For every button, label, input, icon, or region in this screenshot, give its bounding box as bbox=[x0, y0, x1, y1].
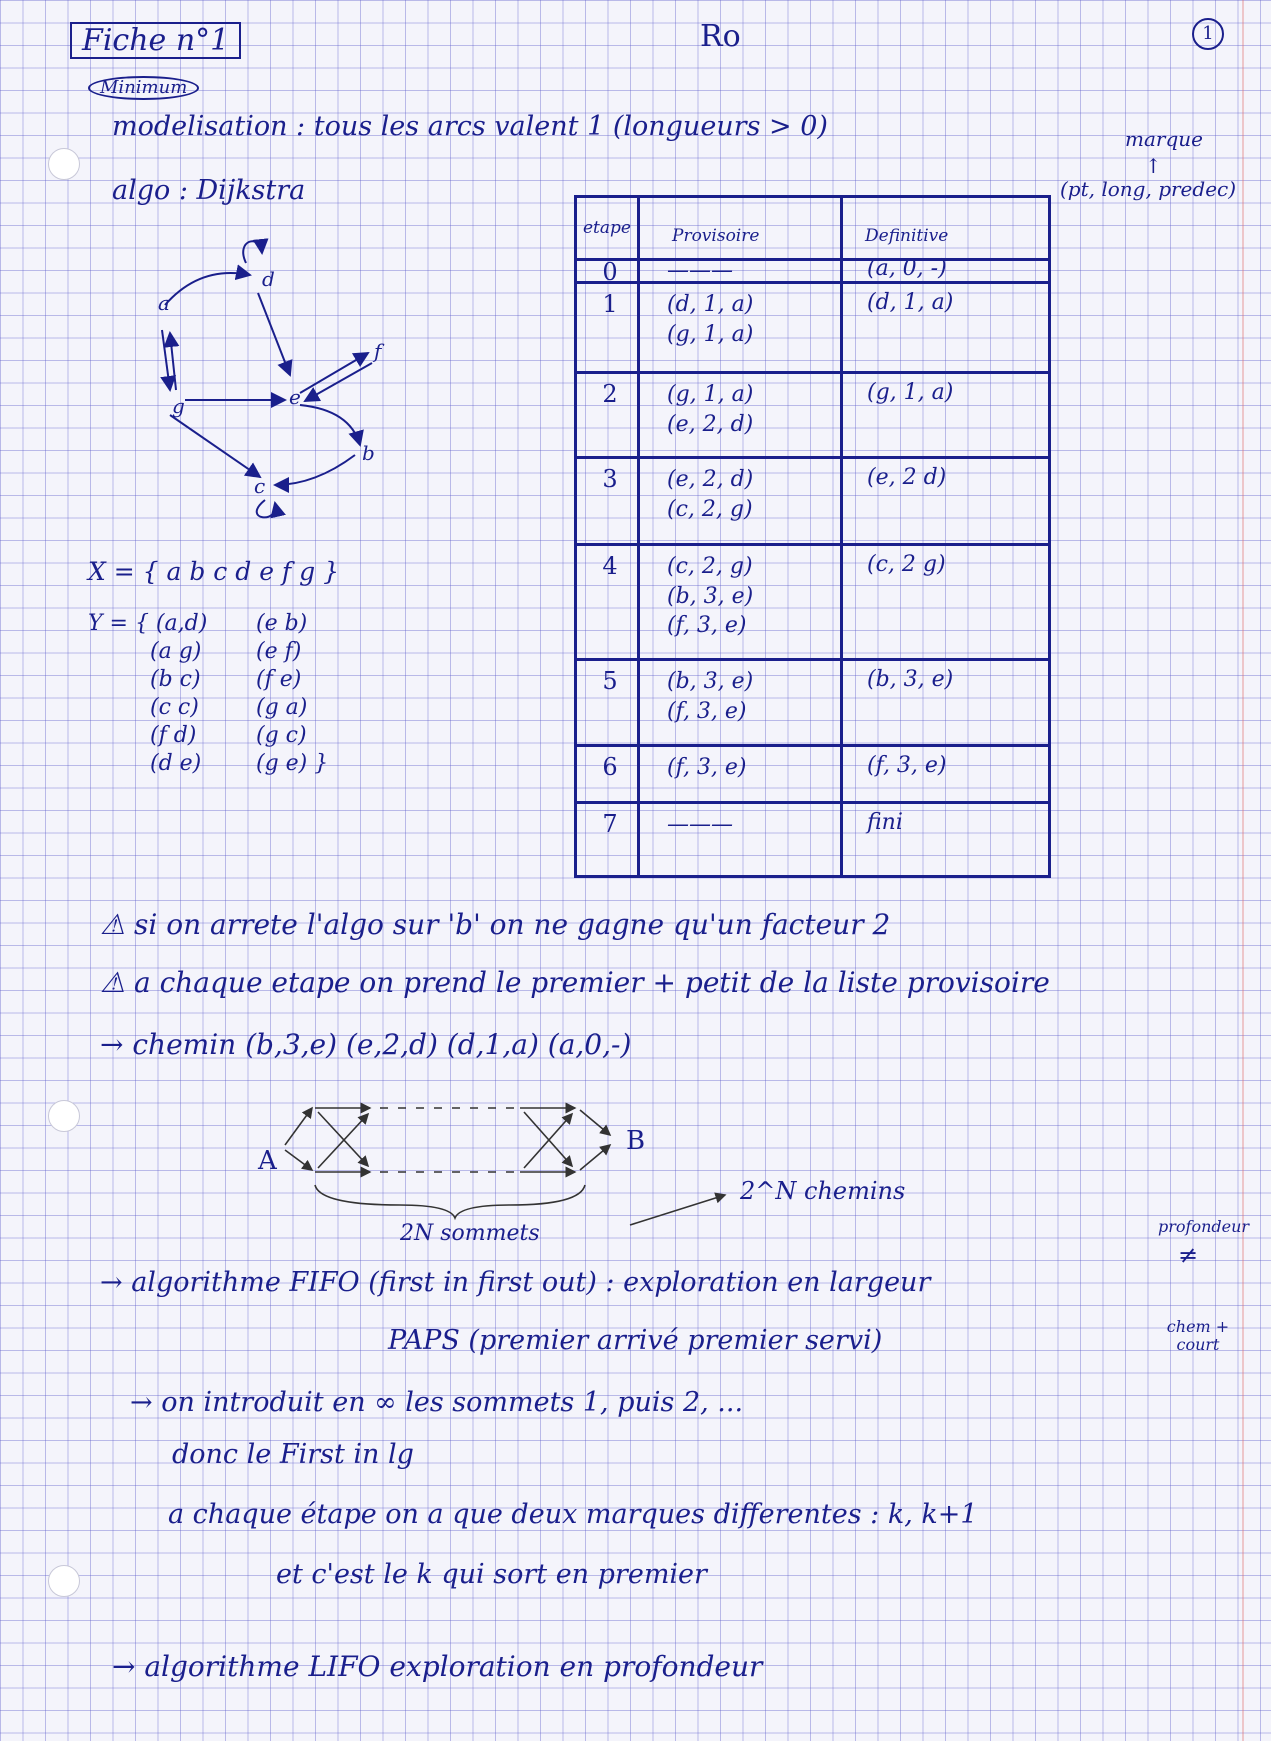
provisoire-entry: (f, 3, e) bbox=[667, 613, 747, 639]
provisoire-entry: (e, 2, d) bbox=[667, 467, 754, 492]
header-step: etape bbox=[583, 218, 631, 238]
provisoire-cell bbox=[667, 753, 747, 783]
set-y-row-right: (e f) bbox=[256, 639, 302, 664]
set-x: X = { a b c d e f g } bbox=[88, 557, 339, 586]
table-row bbox=[577, 747, 1048, 804]
provisoire-cell bbox=[667, 465, 753, 524]
provisoire-cell bbox=[667, 667, 753, 726]
provisoire-cell bbox=[667, 552, 753, 641]
fifo-marques-line: a chaque étape on a que deux marques differentes : k, k+1 bbox=[168, 1499, 978, 1530]
fifo-k-line: et c'est le k qui sort en premier bbox=[276, 1559, 707, 1590]
definitive-cell: (b, 3, e) bbox=[867, 667, 954, 692]
set-y-row-right: (g c) bbox=[256, 723, 307, 748]
page-number: 1 bbox=[1192, 18, 1224, 50]
node-g: g bbox=[172, 394, 185, 418]
step-cell: 4 bbox=[602, 552, 618, 580]
set-y-row-right: (e b) bbox=[256, 611, 308, 636]
definitive-cell: (c, 2 g) bbox=[867, 552, 946, 577]
label-b: B bbox=[626, 1126, 646, 1156]
paps-line: PAPS (premier arrivé premier servi) bbox=[388, 1325, 883, 1356]
step-cell: 0 bbox=[602, 258, 618, 286]
step-cell: 7 bbox=[602, 810, 618, 838]
margin-line bbox=[1242, 0, 1244, 1741]
provisoire-cell bbox=[667, 256, 733, 286]
step-cell: 5 bbox=[602, 667, 618, 695]
provisoire-entry: (e, 2, d) bbox=[667, 411, 754, 437]
definitive-cell: (f, 3, e) bbox=[867, 753, 947, 778]
side-chem-court: chem + court bbox=[1166, 1317, 1230, 1354]
table-row bbox=[577, 804, 1048, 865]
header-definitive: Definitive bbox=[865, 226, 949, 246]
provisoire-entry: (b, 3, e) bbox=[667, 583, 754, 609]
step-cell: 6 bbox=[602, 753, 618, 781]
table-row bbox=[577, 661, 1048, 747]
provisoire-entry: ——— bbox=[667, 812, 733, 837]
provisoire-cell bbox=[667, 380, 753, 439]
set-y-row-left: (b c) bbox=[150, 667, 201, 692]
fifo-line: → algorithme FIFO (first in first out) : exploration en largeur bbox=[100, 1267, 931, 1298]
section-label: Minimum bbox=[88, 76, 199, 100]
side-profondeur: profondeur bbox=[1158, 1217, 1250, 1236]
provisoire-entry: (d, 1, a) bbox=[667, 292, 754, 317]
provisoire-cell bbox=[667, 810, 733, 840]
paths-arrow bbox=[625, 1185, 745, 1235]
vertices-label: 2N sommets bbox=[400, 1221, 540, 1246]
node-f: f bbox=[374, 339, 382, 363]
marque-tuple: (pt, long, predec) bbox=[1060, 177, 1237, 201]
lifo-line: → algorithme LIFO exploration en profondeur bbox=[112, 1650, 763, 1683]
table-header bbox=[577, 198, 1048, 261]
marque-note: marque bbox=[1125, 127, 1203, 151]
set-y-row-left: (f d) bbox=[150, 723, 197, 748]
provisoire-entry: ——— bbox=[667, 258, 733, 283]
node-b: b bbox=[362, 441, 375, 465]
provisoire-entry: (f, 3, e) bbox=[667, 755, 747, 780]
paths-diagram bbox=[280, 1100, 640, 1230]
fifo-intro-line: → on introduit en ∞ les sommets 1, puis 2, ... bbox=[130, 1387, 744, 1418]
definitive-cell: (e, 2 d) bbox=[867, 465, 947, 490]
provisoire-cell bbox=[667, 290, 753, 349]
provisoire-entry: (b, 3, e) bbox=[667, 669, 754, 694]
binder-hole bbox=[48, 1100, 80, 1132]
node-d: d bbox=[262, 267, 275, 291]
set-y-row-right: (f e) bbox=[256, 667, 302, 692]
provisoire-entry: (g, 1, a) bbox=[667, 382, 754, 407]
modelisation-line: modelisation : tous les arcs valent 1 (longueurs > 0) bbox=[112, 111, 828, 142]
definitive-cell: (a, 0, -) bbox=[867, 256, 947, 281]
set-y-row-left: (c c) bbox=[150, 695, 199, 720]
set-y-row-left: Y = { (a,d) bbox=[88, 611, 208, 636]
set-y-row-left: (d e) bbox=[150, 751, 202, 776]
fifo-donc-line: donc le First in lg bbox=[172, 1439, 414, 1470]
sheet-title: Fiche n°1 bbox=[70, 22, 241, 59]
set-y-row-right: (g a) bbox=[256, 695, 308, 720]
algo-line: algo : Dijkstra bbox=[112, 175, 306, 206]
table-row bbox=[577, 546, 1048, 661]
definitive-cell: (d, 1, a) bbox=[867, 290, 954, 315]
warning-smallest: ⚠ a chaque etape on prend le premier + petit de la liste provisoire bbox=[100, 966, 1050, 999]
subject-title: Ro bbox=[700, 19, 741, 54]
side-neq: ≠ bbox=[1178, 1241, 1199, 1269]
dijkstra-table bbox=[574, 195, 1051, 878]
provisoire-entry: (g, 1, a) bbox=[667, 321, 754, 347]
node-a: a bbox=[158, 291, 170, 315]
binder-hole bbox=[48, 1565, 80, 1597]
node-e: e bbox=[289, 385, 301, 409]
step-cell: 2 bbox=[602, 380, 618, 408]
provisoire-entry: (c, 2, g) bbox=[667, 496, 753, 522]
definitive-cell: (g, 1, a) bbox=[867, 380, 954, 405]
chemin-line: → chemin (b,3,e) (e,2,d) (d,1,a) (a,0,-) bbox=[100, 1028, 632, 1061]
table-row bbox=[577, 258, 1048, 284]
set-y-row-left: (a g) bbox=[150, 639, 202, 664]
set-y-row-right: (g e) } bbox=[256, 751, 329, 776]
provisoire-entry: (f, 3, e) bbox=[667, 698, 747, 724]
paths-label: 2^N chemins bbox=[740, 1177, 906, 1205]
definitive-cell: fini bbox=[867, 810, 903, 835]
warning-stop-at-b: ⚠ si on arrete l'algo sur 'b' on ne gagne qu'un facteur 2 bbox=[100, 908, 891, 941]
table-row bbox=[577, 374, 1048, 459]
step-cell: 3 bbox=[602, 465, 618, 493]
provisoire-entry: (c, 2, g) bbox=[667, 554, 753, 579]
marque-arrow: ↑ bbox=[1145, 154, 1162, 178]
table-row bbox=[577, 459, 1048, 546]
step-cell: 1 bbox=[602, 290, 618, 318]
table-row bbox=[577, 284, 1048, 374]
binder-hole bbox=[48, 148, 80, 180]
header-provisoire: Provisoire bbox=[672, 226, 760, 246]
node-c: c bbox=[254, 474, 266, 498]
label-a: A bbox=[258, 1146, 277, 1176]
